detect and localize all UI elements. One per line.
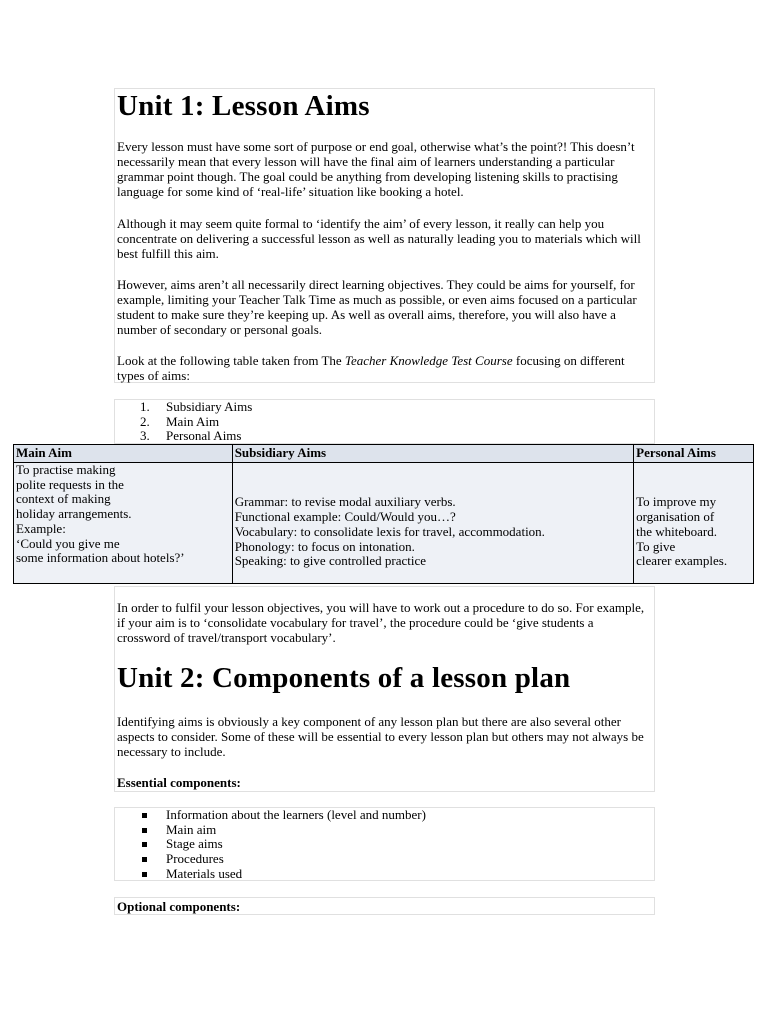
header-main-aim: Main Aim: [14, 445, 233, 463]
subsidiary-aims-cell: Grammar: to revise modal auxiliary verbs. Functional example: Could/Would you…? Vocabulary: to consolidate lexis for travel, accommodation. Phonology: to focus on intonation. Speaking: to give controlled practice: [232, 463, 633, 584]
unit1-section: [114, 88, 655, 383]
aim-types-box: [114, 399, 655, 444]
essential-heading: Essential components:: [117, 775, 241, 790]
table-row: [14, 463, 754, 584]
unit2-section: [114, 586, 655, 792]
header-subsidiary-aims: Subsidiary Aims: [232, 445, 633, 463]
essential-components-list: [140, 808, 426, 882]
unit2-intro: Identifying aims is obviously a key component of any lesson plan but there are also several other aspects to consider. Some of these will be essential to every lesson plan but others may not always be necessary to include.: [117, 714, 644, 759]
list-item: 1. Subsidiary Aims: [140, 399, 253, 414]
list-item: 2. Main Aim: [140, 413, 220, 429]
bullet-icon: [142, 842, 147, 847]
list-item: Stage aims: [140, 837, 426, 852]
list-item: Main aim: [140, 823, 426, 838]
bullet-icon: [142, 872, 147, 877]
unit1-paragraph-2: Although it may seem quite formal to ‘identify the aim’ of every lesson, it really can help you concentrate on delivering a successful lesson as well as naturally leading you to materials which will best fulfill this aim.: [117, 216, 641, 261]
list-item: 3. Personal Aims: [140, 428, 242, 444]
unit2-title: Unit 2: Components of a lesson plan: [117, 662, 571, 694]
header-personal-aims: Personal Aims: [634, 445, 754, 463]
unit1-p4-after: focusing on different types of aims:: [117, 353, 625, 383]
bullet-icon: [142, 828, 147, 833]
bullet-icon: [142, 857, 147, 862]
unit1-paragraph-1: Every lesson must have some sort of purpose or end goal, otherwise what’s the point?! This doesn’t necessarily mean that every lesson will have the final aim of learners understanding a particular grammar point though. The goal could be anything from developing listening skills to practising language for some kind of ‘real-life’ situation like booking a hotel.: [117, 139, 635, 199]
table-header-row: [14, 445, 754, 463]
aim-types-list: [140, 400, 252, 444]
personal-aims-cell: To improve my organisation of the whiteboard. To give clearer examples.: [634, 463, 754, 584]
unit1-paragraph-3: However, aims aren’t all necessarily direct learning objectives. They could be aims for yourself, for example, limiting your Teacher Talk Time as much as possible, or even aims focused on a particular student to make sure they’re keeping up. As well as overall aims, therefore, you will also have a number of secondary or personal goals.: [117, 277, 637, 337]
unit1-p4-before: Look at the following table taken from The: [117, 353, 345, 368]
main-aim-cell: To practise making polite requests in the context of making holiday arrangements. Example: ‘Could you give me some information about hotels?’: [14, 463, 233, 584]
list-item: Procedures: [140, 852, 426, 867]
unit1-paragraph-4: [117, 353, 651, 383]
list-item: Information about the learners (level and number): [140, 808, 426, 823]
list-item: Materials used: [140, 867, 426, 882]
optional-box: [114, 897, 655, 915]
bullet-icon: [142, 813, 147, 818]
procedure-paragraph: In order to fulfil your lesson objectives, you will have to work out a procedure to do so. For example, if your aim is to ‘consolidate vocabulary for travel’, the procedure could be ‘give students a crossword of travel/transport vocabulary’.: [117, 600, 645, 645]
course-title: Teacher Knowledge Test Course: [344, 353, 513, 368]
unit1-title: Unit 1: Lesson Aims: [117, 90, 370, 122]
aims-table: [13, 444, 754, 584]
essential-list-box: [114, 807, 655, 881]
optional-heading: Optional components:: [117, 899, 241, 914]
